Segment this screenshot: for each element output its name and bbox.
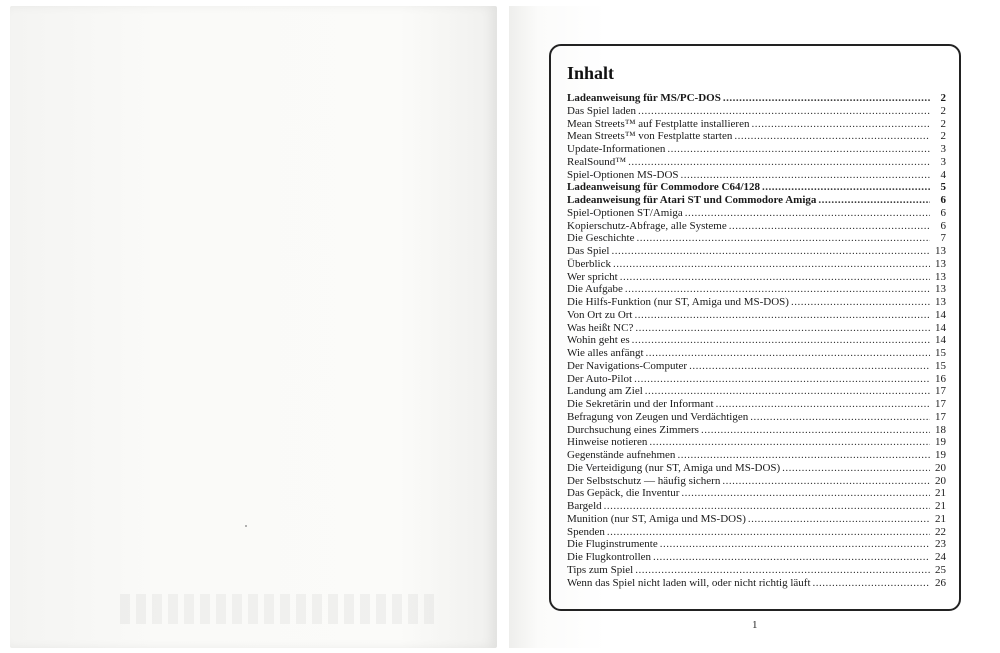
toc-entry-label: Die Aufgabe [567,283,623,296]
toc-entry-label: Wenn das Spiel nicht laden will, oder nicht richtig läuft [567,576,811,589]
toc-leader-dots [813,577,931,590]
toc-entry-page: 13 [935,257,946,270]
toc-entry-page: 15 [935,359,946,372]
toc-entry-page: 6 [940,206,946,219]
toc-entry-page: 17 [935,398,946,410]
toc-leader-dots [701,424,930,437]
toc-entry-label: Tips zum Spiel [567,563,634,576]
toc-entry [567,322,946,335]
toc-entry-page: 17 [935,385,946,398]
toc-entry-label: Die Geschichte [567,232,635,245]
toc-entry-page: 20 [935,474,946,487]
toc-entry-label: Die Fluginstrumente [567,538,658,551]
toc-entry-page: 14 [935,334,946,347]
paper-speck [245,525,247,527]
toc-entry-label: Der Auto-Pilot [567,372,633,385]
toc-entry-label: Die Sekretärin und der Informant [567,398,714,410]
toc-entry-page: 2 [940,130,946,143]
toc-leader-dots [604,500,930,513]
toc-entry [567,334,946,347]
toc-leader-dots [667,143,930,156]
toc-entry-page: 23 [935,538,946,551]
toc-entry-page: 6 [940,219,946,232]
toc-entry-page: 13 [935,270,946,283]
toc-entry-label: Gegenstände aufnehmen [567,449,676,461]
toc-entry [567,105,946,118]
toc-entry-label: Munition (nur ST, Amiga und MS-DOS) [567,512,746,525]
toc-entry-page: 15 [935,347,946,359]
toc-entry [567,194,946,207]
toc-leader-dots [685,207,930,220]
toc-leader-dots [634,309,930,322]
toc-entry [567,526,946,539]
toc-entry-label: Die Flugkontrollen [567,551,652,563]
toc-entry-label: Die Hilfs-Funktion (nur ST, Amiga und MS-DOS) [567,296,789,308]
toc-entry-page: 7 [940,232,946,245]
toc-leader-dots [782,462,930,475]
toc-leader-dots [681,487,930,500]
toc-leader-dots [635,564,930,577]
toc-entry [567,449,946,462]
toc-entry-page: 26 [935,576,946,589]
toc-entry [567,232,946,245]
toc-leader-dots [660,538,930,551]
toc-entry [567,360,946,373]
toc-entry-label: Landung am Ziel [567,385,643,398]
toc-leader-dots [649,436,930,449]
toc-entry-page: 3 [940,155,946,168]
toc-entry [567,538,946,551]
toc-entry-label: Das Spiel [567,245,610,257]
toc-entry [567,551,946,564]
toc-leader-dots [689,360,930,373]
toc-entry-label: Durchsuchung eines Zimmers [567,423,699,436]
toc-entry [567,169,946,182]
toc-leader-dots [818,194,930,207]
toc-entry-label: Das Spiel laden [567,104,637,117]
toc-entry-label: Die Verteidigung (nur ST, Amiga und MS-DOS) [567,461,781,474]
toc-entry-label: Update-Informationen [567,143,666,155]
toc-entry-page: 18 [935,423,946,436]
toc-entry-label: Wohin geht es [567,334,630,347]
toc-leader-dots [729,220,930,233]
page-number: 1 [752,619,758,631]
toc-leader-dots [637,232,931,245]
toc-entry [567,207,946,220]
toc-leader-dots [722,475,930,488]
toc-entry [567,245,946,258]
toc-leader-dots [646,347,930,360]
toc-list [567,92,946,589]
toc-entry-page: 2 [940,104,946,117]
toc-entry-label: Der Navigations-Computer [567,359,688,372]
toc-leader-dots [632,334,930,347]
toc-entry-page: 25 [935,563,946,576]
toc-leader-dots [634,373,930,386]
toc-entry [567,398,946,411]
toc-entry [567,462,946,475]
toc-entry-page: 4 [940,168,946,181]
toc-entry [567,309,946,322]
toc-entry-page: 19 [935,449,946,461]
toc-leader-dots [734,130,930,143]
toc-leader-dots [613,258,930,271]
toc-entry-page: 13 [935,283,946,296]
toc-leader-dots [751,118,930,131]
page-gutter [497,0,509,653]
toc-leader-dots [645,385,930,398]
toc-entry-page: 3 [940,143,946,155]
toc-entry [567,487,946,500]
toc-entry [567,577,946,590]
toc-leader-dots [681,169,930,182]
toc-leader-dots [748,513,930,526]
toc-leader-dots [625,283,930,296]
toc-entry-page: 2 [940,117,946,130]
toc-leader-dots [677,449,930,462]
toc-entry-page: 17 [935,410,946,423]
toc-entry-label: Spiel-Optionen ST/Amiga [567,206,683,219]
toc-entry-page: 22 [935,525,946,538]
toc-entry-label: RealSound™ [567,155,627,168]
toc-entry [567,283,946,296]
toc-entry-label: Spiel-Optionen MS-DOS [567,168,679,181]
toc-entry-label: Spenden [567,525,605,538]
toc-entry-page: 2 [940,92,946,104]
toc-entry-page: 6 [940,194,946,206]
toc-entry [567,271,946,284]
toc-leader-dots [716,398,930,411]
toc-leader-dots [750,411,930,424]
left-page-blank [10,6,497,648]
toc-entry [567,130,946,143]
toc-entry-label: Mean Streets™ von Festplatte starten [567,130,733,143]
toc-entry [567,564,946,577]
toc-entry-page: 13 [935,245,946,257]
toc-entry-page: 14 [935,321,946,334]
toc-entry [567,424,946,437]
toc-entry-label: Was heißt NC? [567,321,634,334]
toc-entry [567,411,946,424]
toc-entry-label: Ladeanweisung für MS/PC-DOS [567,92,721,104]
toc-entry [567,143,946,156]
toc-entry [567,500,946,513]
toc-entry [567,347,946,360]
toc-leader-dots [638,105,930,118]
toc-leader-dots [723,92,930,105]
show-through-print [120,594,440,624]
toc-entry-page: 5 [940,181,946,194]
toc-leader-dots [628,156,930,169]
toc-entry [567,181,946,194]
toc-leader-dots [611,245,930,258]
toc-entry-label: Wer spricht [567,270,618,283]
toc-entry-page: 14 [935,308,946,321]
toc-entry-page: 20 [935,461,946,474]
toc-entry-label: Befragung von Zeugen und Verdächtigen [567,410,749,423]
toc-entry [567,436,946,449]
toc-entry-page: 16 [935,372,946,385]
toc-entry-page: 21 [935,487,946,500]
toc-entry-label: Hinweise notieren [567,436,648,449]
toc-leader-dots [607,526,930,539]
toc-entry-label: Überblick [567,257,611,270]
toc-leader-dots [791,296,930,309]
toc-entry-page: 24 [935,551,946,563]
toc-entry [567,92,946,105]
toc-entry-label: Mean Streets™ auf Festplatte installieren [567,117,750,130]
toc-entry-page: 13 [935,296,946,308]
toc-entry-page: 21 [935,512,946,525]
toc-entry-label: Kopierschutz-Abfrage, alle Systeme [567,219,727,232]
toc-leader-dots [762,181,930,194]
toc-entry-label: Der Selbstschutz — häufig sichern [567,474,721,487]
toc-entry [567,373,946,386]
toc-entry [567,118,946,131]
toc-entry [567,475,946,488]
toc-entry [567,258,946,271]
toc-leader-dots [653,551,930,564]
toc-entry-label: Von Ort zu Ort [567,308,633,321]
toc-entry-label: Ladeanweisung für Atari ST und Commodore Amiga [567,194,817,206]
toc-entry-label: Ladeanweisung für Commodore C64/128 [567,181,761,194]
toc-leader-dots [620,271,930,284]
toc-entry [567,385,946,398]
toc-entry [567,156,946,169]
toc-entry-label: Das Gepäck, die Inventur [567,487,680,500]
toc-leader-dots [635,322,930,335]
toc-heading: Inhalt [567,63,615,83]
toc-entry [567,220,946,233]
toc-entry [567,296,946,309]
toc-entry [567,513,946,526]
toc-entry-page: 19 [935,436,946,449]
toc-entry-page: 21 [935,500,946,512]
toc-entry-label: Wie alles anfängt [567,347,644,359]
toc-entry-label: Bargeld [567,500,602,512]
